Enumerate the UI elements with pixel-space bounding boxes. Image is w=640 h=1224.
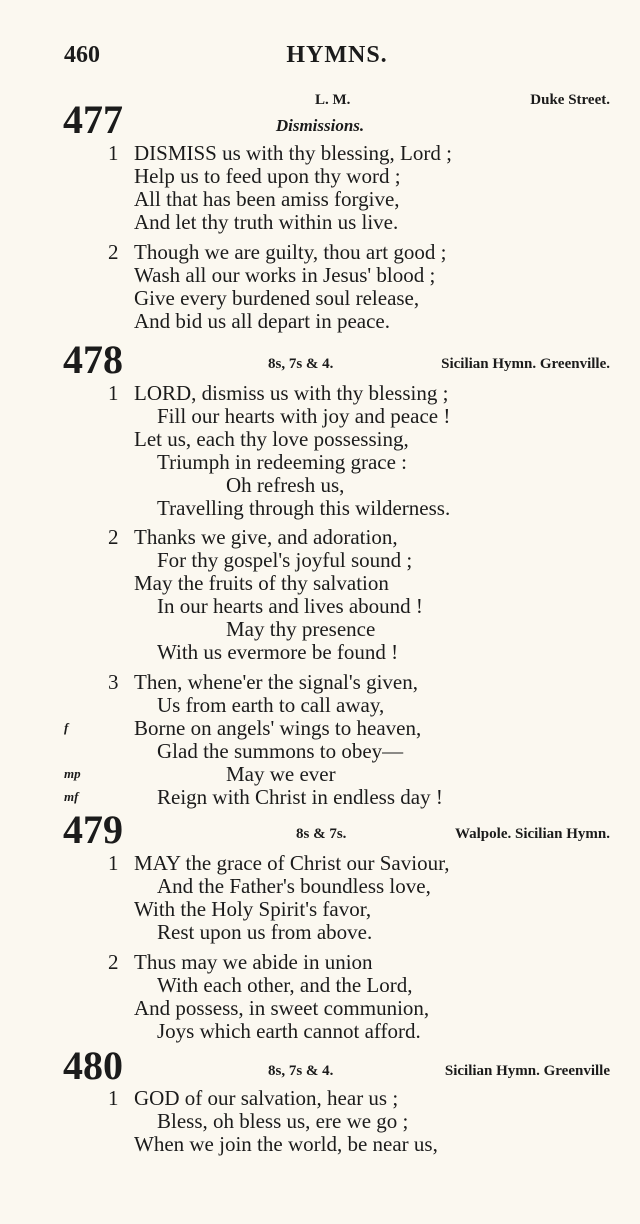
hymn-tune: Sicilian Hymn. Greenville bbox=[444, 1063, 610, 1079]
verse-number: 2 bbox=[108, 240, 119, 264]
page-number: 460 bbox=[64, 42, 100, 68]
verse-number: 3 bbox=[108, 670, 119, 694]
verse-line: GOD of our salvation, hear us ; bbox=[134, 1086, 399, 1110]
verse-line: Thus may we abide in union bbox=[134, 950, 373, 974]
verse-line: And possess, in sweet communion, bbox=[134, 996, 430, 1020]
verse-line: Wash all our works in Jesus' blood ; bbox=[134, 263, 436, 287]
hymn-meter: 8s, 7s & 4. bbox=[268, 356, 334, 372]
verse-line: May the fruits of thy salvation bbox=[134, 571, 389, 595]
verse-line: In our hearts and lives abound ! bbox=[157, 594, 423, 618]
verse-number: 1 bbox=[108, 141, 119, 165]
verse-line: Reign with Christ in endless day ! bbox=[157, 785, 443, 809]
verse-line: All that has been amiss forgive, bbox=[134, 187, 400, 211]
verse-line: Bless, oh bless us, ere we go ; bbox=[157, 1109, 409, 1133]
hymn-tune: Walpole. Sicilian Hymn. bbox=[454, 826, 610, 842]
verse-line: Travelling through this wilderness. bbox=[157, 496, 451, 520]
verse-line: Fill our hearts with joy and peace ! bbox=[157, 404, 451, 428]
verse-number: 2 bbox=[108, 525, 119, 549]
verse-line: Glad the summons to obey— bbox=[157, 739, 404, 763]
verse-line: For thy gospel's joyful sound ; bbox=[157, 548, 413, 572]
running-title: HYMNS. bbox=[286, 42, 388, 68]
verse-line: Triumph in redeeming grace : bbox=[157, 450, 408, 474]
verse-line: MAY the grace of Christ our Saviour, bbox=[134, 851, 450, 875]
verse-line: Let us, each thy love possessing, bbox=[134, 427, 409, 451]
verse-line: Borne on angels' wings to heaven, bbox=[134, 716, 422, 740]
verse-line: Thanks we give, and adoration, bbox=[134, 525, 398, 549]
verse-line: Help us to feed upon thy word ; bbox=[134, 164, 401, 188]
hymn-tune: Duke Street. bbox=[530, 92, 610, 108]
verse-line: With each other, and the Lord, bbox=[157, 973, 413, 997]
verse-line: And let thy truth within us live. bbox=[134, 210, 399, 234]
verse-number: 1 bbox=[108, 851, 119, 875]
hymn-meter: 8s, 7s & 4. bbox=[268, 1063, 334, 1079]
verse-line: Joys which earth cannot afford. bbox=[157, 1019, 421, 1043]
verse-line: Give every burdened soul release, bbox=[134, 286, 420, 310]
verse-line: And bid us all depart in peace. bbox=[134, 309, 390, 333]
verse-line: Though we are guilty, thou art good ; bbox=[134, 240, 447, 264]
verse-line: When we join the world, be near us, bbox=[134, 1132, 438, 1156]
verse-number: 2 bbox=[108, 950, 119, 974]
dynamic-marking: f bbox=[64, 720, 69, 735]
verse-line: May we ever bbox=[226, 762, 336, 786]
hymn-meter: L. M. bbox=[315, 92, 351, 108]
verse-line: With us evermore be found ! bbox=[157, 640, 399, 664]
verse-line: DISMISS us with thy blessing, Lord ; bbox=[134, 141, 452, 165]
verse-number: 1 bbox=[108, 381, 119, 405]
hymn-number: 478 bbox=[63, 337, 123, 382]
verse-line: Rest upon us from above. bbox=[157, 920, 373, 944]
verse-line: Us from earth to call away, bbox=[157, 693, 385, 717]
dynamic-marking: mp bbox=[64, 766, 81, 781]
hymn-tune: Sicilian Hymn. Greenville. bbox=[441, 356, 610, 372]
verse-line: LORD, dismiss us with thy blessing ; bbox=[134, 381, 449, 405]
hymn-number: 477 bbox=[63, 97, 123, 142]
page-header bbox=[64, 42, 610, 72]
verse-line: May thy presence bbox=[226, 617, 376, 641]
verse-number: 1 bbox=[108, 1086, 119, 1110]
hymn-number: 480 bbox=[63, 1043, 123, 1088]
verse-line: And the Father's boundless love, bbox=[157, 874, 431, 898]
verse-line: Then, whene'er the signal's given, bbox=[134, 670, 418, 694]
dynamic-marking: mf bbox=[64, 789, 79, 804]
hymn-subject: Dismissions. bbox=[275, 116, 365, 135]
verse-line: Oh refresh us, bbox=[226, 473, 345, 497]
hymn-number: 479 bbox=[63, 807, 123, 852]
hymn-meter: 8s & 7s. bbox=[296, 826, 347, 842]
verse-line: With the Holy Spirit's favor, bbox=[134, 897, 372, 921]
